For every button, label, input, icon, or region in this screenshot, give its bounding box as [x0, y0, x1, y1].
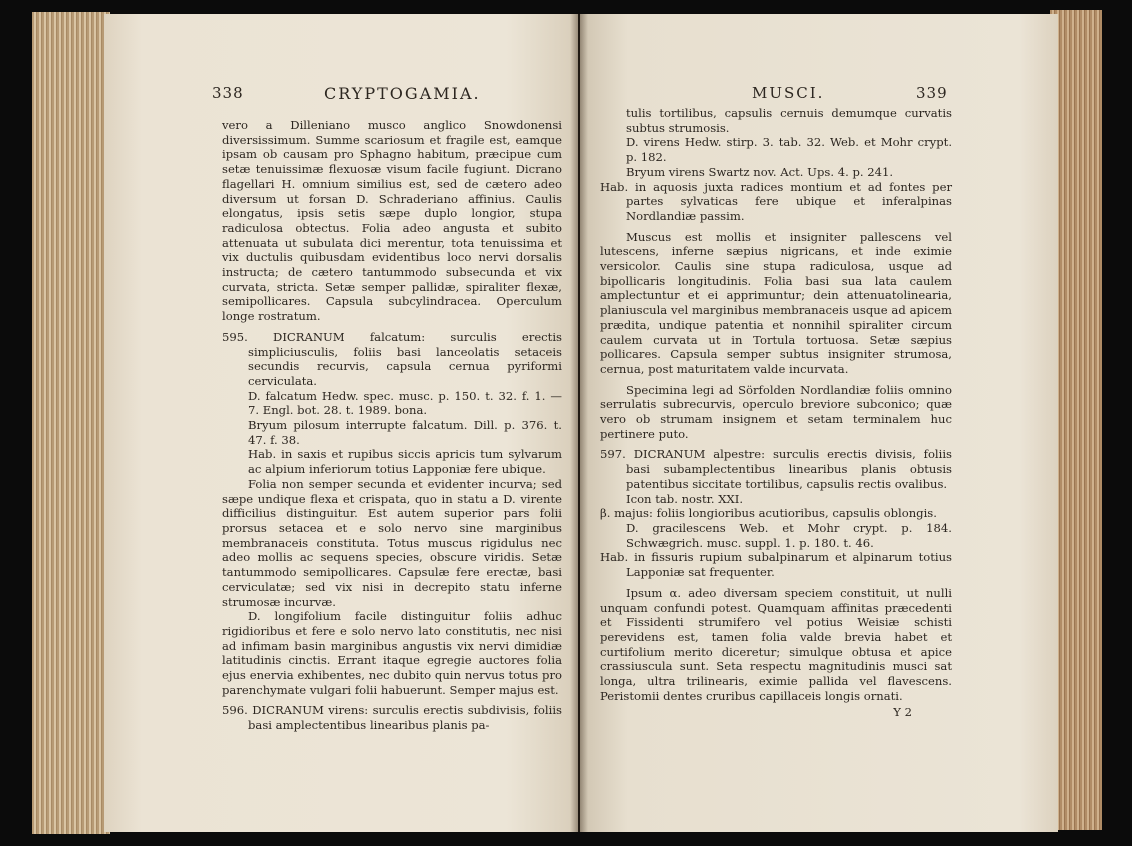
paragraph: Folia non semper secunda et evidenter incurva; sed sæpe undique flexa et crispata, quo in statu a D. virente difficilius distinguitur. Est autem superior pars folii prorsus setacea et e solo nervo sine marginibus membranaceis constituta. Totus muscus rigidulus nec adeo mollis ac sequens species, obscure viridis. Setæ tantummodo semipollicares. Capsulæ fere erectæ, basi cerviculatæ; sed vix nisi in decrepito statu inferne strumosæ incurvæ.: [222, 476, 562, 609]
right-running-head: MUSCI.: [752, 84, 825, 102]
paragraph: Specimina legi ad Sörfolden Nordlandiæ foliis omnino serrulatis subrecurvis, operculo breviore subconico; quæ vero ob strumam insignem et setam terminalem huc pertinere puto.: [600, 382, 952, 441]
species-entry-597: 597. DICRANUM alpestre: surculis erectis divisis, foliis basi subamplectentibus linearibus planis obtusis patentibus siccitate tortilibus, capsulis rectis ovalibus.: [600, 447, 952, 491]
right-page-number: 339: [916, 84, 948, 102]
habitat: Hab. in fissuris rupium subalpinarum et alpinarum totius Lapponiæ sat frequenter.: [600, 550, 952, 580]
signature-mark: Y 2: [893, 705, 912, 720]
synonym: D. virens Hedw. stirp. 3. tab. 32. Web. et Mohr crypt. p. 182.: [626, 135, 952, 165]
left-page-body: [222, 118, 562, 733]
left-running-head: CRYPTOGAMIA.: [324, 84, 481, 103]
synonym: Bryum virens Swartz nov. Act. Ups. 4. p. 241.: [626, 164, 894, 179]
paragraph: tulis tortilibus, capsulis cernuis demumque curvatis subtus strumosis.: [626, 106, 952, 135]
right-page: [580, 14, 1058, 832]
icon-reference: Icon tab. nostr. XXI.: [626, 491, 744, 506]
paragraph: vero a Dilleniano musco anglico Snowdonensi diversissimum. Summe scariosum et fragile est, eamque ipsam ob causam pro Sphagno habitum, præcipue cum setæ tenuissimæ flexuosæ visum facile fugiunt. Dicrano flagellari H. omnium similius est, sed de cætero adeo diversum ut forsan D. Schraderiano affinius. Caulis elongatus, ipsis setis sæpe duplo longior, stupa radiculosa obtectus. Folia adeo angusta et subito attenuata ut subulata dici merentur, tota tenuissima et vix ductulis quibusdam evidentibus loco nervi dorsalis instructa; de cætero tantummodo subsecunda et vix curvata, stricta. Setæ semper pallidæ, spiraliter flexæ, semipollicares. Capsula subcylindracea. Operculum longe rostratum.: [222, 118, 562, 324]
book-gutter: [570, 14, 588, 832]
variety-entry: β. majus: foliis longioribus acutioribus, capsulis oblongis.: [600, 506, 937, 521]
synonym: D. gracilescens Web. et Mohr crypt. p. 184. Schwægrich. musc. suppl. 1. p. 180. t. 46.: [626, 520, 952, 550]
left-page-number: 338: [212, 84, 244, 102]
habitat: Hab. in saxis et rupibus siccis apricis tum sylvarum ac alpium inferiorum totius Lapponiæ fere ubique.: [248, 447, 562, 477]
right-page-body: [600, 106, 952, 720]
synonym: D. falcatum Hedw. spec. musc. p. 150. t. 32. f. 1. — 7. Engl. bot. 28. t. 1989. bona.: [248, 388, 562, 418]
paragraph: D. longifolium facile distinguitur foliis adhuc rigidioribus et fere e solo nervo lato constitutis, nec nisi ad infimam basin marginibus angustis vix nervi dimidiæ latitudinis cinctis. Errant itaque egregie auctores folia ejus enervia exhibentes, nec dubito quin nervus totus pro parenchymate vulgari folii habuerunt. Semper majus est.: [222, 609, 562, 697]
paragraph: Ipsum α. adeo diversam speciem constituit, ut nulli unquam confundi potest. Quamquam affinitas præcedenti et Fissidenti strumifero vel potius Weisiæ schisti perevidens est, tamen folia valde brevia habet et curtifolium merito diceretur; simulque obtusa et apice crassiuscula sunt. Seta respectu magnitudinis musci sat longa, ultra trilinearis, eximie pallida vel flavescens. Peristomii dentes cruribus capillaceis longis ornati.: [600, 585, 952, 703]
paragraph: Muscus est mollis et insigniter pallescens vel lutescens, inferne sæpius nigricans, et inde eximie versicolor. Caulis sine stupa radiculosa, usque ad bipollicaris longitudinis. Folia basi sua lata caulem amplectuntur et ei apprimuntur; dein attenuatolinearia, planiuscula vel marginibus membranaceis usque ad apicem prædita, undique patentia et nonnihil spiraliter circum caulem curvata ut in Tortula tortuosa. Setæ sæpius pollicares. Capsula semper subtus insigniter strumosa, cernua, post maturitatem valde incurvata.: [600, 229, 952, 376]
left-page-edges: [32, 12, 110, 834]
species-entry-595: 595. DICRANUM falcatum: surculis erectis simpliciusculis, foliis basi lanceolatis setaceis secundis recurvis, capsula cernua pyriformi cerviculata.: [222, 329, 562, 388]
species-entry-596: 596. DICRANUM virens: surculis erectis subdivisis, foliis basi amplectentibus linearibus planis pa-: [222, 703, 562, 733]
habitat: Hab. in aquosis juxta radices montium et ad fontes per partes sylvaticas fere ubique et inferalpinas Nordlandiæ passim.: [600, 179, 952, 223]
synonym: Bryum pilosum interrupte falcatum. Dill. p. 376. t. 47. f. 38.: [248, 418, 562, 447]
left-page: [104, 14, 578, 832]
